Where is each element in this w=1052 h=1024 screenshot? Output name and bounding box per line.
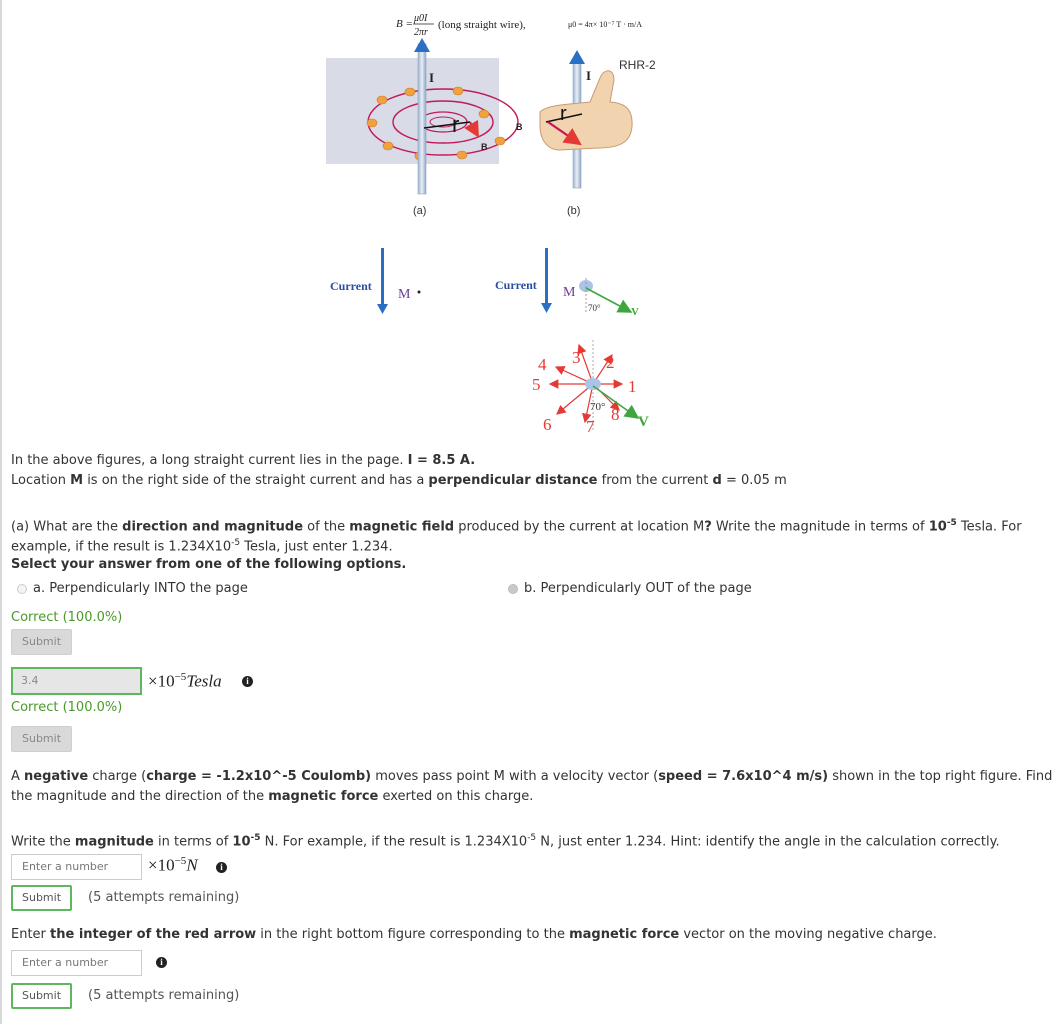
mag-exp2: -5 <box>527 833 537 843</box>
force-1-pre: A <box>11 769 25 784</box>
force-1-bold3: speed = 7.6x10^4 m/s) <box>658 769 829 784</box>
formula-lhs: B = <box>396 18 413 30</box>
arrow-pre: Enter <box>11 927 51 942</box>
current-label-right: Current <box>495 278 537 292</box>
unit-newton <box>148 855 198 876</box>
force-1-end: shown in the top right figure. Find <box>828 769 1052 784</box>
intro-line-2 <box>11 472 787 490</box>
intro-1-current: I = 8.5 A. <box>407 453 476 468</box>
force-1-bold2: charge = -1.2x10^-5 Coulomb) <box>146 769 372 784</box>
attempts-remaining-1: (5 attempts remaining) <box>88 890 240 905</box>
option-a-label: a. Perpendicularly INTO the page <box>33 581 248 596</box>
mag-mid2: N. For example, if the result is 1.234X10 <box>260 834 528 850</box>
question-a-line-2 <box>11 534 393 556</box>
qa-3-instruction: Select your answer from one of the following options. <box>11 557 407 572</box>
arrow-number-3: 3 <box>572 348 581 367</box>
correct-status-2: Correct (100.0%) <box>11 700 123 715</box>
magnitude-input-b[interactable]: 3.4 <box>11 667 142 695</box>
label-current-b: I <box>586 68 592 83</box>
arrow-number-8: 8 <box>611 405 620 424</box>
option-a-radio[interactable] <box>17 581 248 596</box>
intro-2-mid: is on the right side of the straight current and has a <box>83 473 429 488</box>
force-1-bold1: negative <box>24 769 89 784</box>
intro-2-text: Location <box>11 473 71 488</box>
formula-numerator: μ0I <box>414 13 428 24</box>
info-icon-1[interactable]: i <box>242 676 253 687</box>
qa-1-bold2: magnetic field <box>349 519 455 535</box>
label-current-a: I <box>429 70 435 85</box>
unit-tesla <box>148 671 222 692</box>
submit-button-4[interactable]: Submit <box>11 983 72 1009</box>
formula-note: (long straight wire), <box>438 19 526 31</box>
radio-circle-b[interactable] <box>508 584 518 594</box>
mag-mid: in terms of <box>153 834 233 850</box>
label-r-b: r <box>560 103 567 125</box>
mag-pre: Write the <box>11 834 75 850</box>
unit-1-pre: ×10 <box>148 671 175 691</box>
unit-2-exp: −5 <box>174 855 187 867</box>
plane-a <box>326 58 499 164</box>
arrow-number-2: 2 <box>606 353 615 372</box>
current-label-left: Current <box>330 279 372 293</box>
arrow-number-4: 4 <box>538 355 547 374</box>
current-arrow-left <box>377 304 388 314</box>
qa-2-end: Tesla, just enter 1.234. <box>240 539 393 555</box>
label-B-a: B <box>481 142 488 152</box>
intro-2-m: M <box>70 473 84 488</box>
unit-2-word: N <box>186 855 198 875</box>
qa-1-ten: 10 <box>928 519 947 535</box>
mu-note: μ0 = 4π× 10⁻⁷ T · m/A <box>568 20 642 29</box>
correct-status-1: Correct (100.0%) <box>11 610 123 625</box>
angle-label-bottom: 70° <box>590 401 606 413</box>
intro-line-1 <box>11 452 475 470</box>
qa-1-q: ? <box>704 519 712 535</box>
arrow-number-6: 6 <box>543 415 552 434</box>
mag-exp: -5 <box>250 833 261 843</box>
rhr-label: RHR-2 <box>619 58 656 72</box>
physics-figure <box>0 0 1003 440</box>
qa-1-end: Tesla. For <box>956 519 1022 535</box>
force-1-mid2: moves pass point M with a velocity vector ( <box>371 769 659 784</box>
force-line-1 <box>11 768 1052 786</box>
label-r-a: r <box>452 112 460 137</box>
unit-1-exp: −5 <box>174 671 187 683</box>
angle-label-top: 70° <box>588 303 601 313</box>
unit-2-pre: ×10 <box>148 855 175 875</box>
qa-1-mid: of the <box>303 519 350 535</box>
qa-1-bold1: direction and magnitude <box>122 519 304 535</box>
point-m-right: M <box>563 285 576 300</box>
qa-1-mid3: Write the magnitude in terms of <box>711 519 929 535</box>
intro-2-distance: perpendicular distance <box>428 473 598 488</box>
caption-b: (b) <box>567 205 581 217</box>
arrow-bold2: magnetic force <box>569 927 680 942</box>
current-arrow-right <box>541 303 552 313</box>
option-b-radio[interactable] <box>508 581 752 596</box>
arrow-integer-input[interactable]: Enter a number <box>11 950 142 976</box>
mag-bold: magnitude <box>74 834 154 850</box>
question-a-line-1 <box>11 514 1022 536</box>
intro-2-end: = 0.05 m <box>721 473 787 488</box>
point-m-left: M <box>398 287 411 302</box>
caption-a: (a) <box>413 205 427 217</box>
radio-circle-a[interactable] <box>17 584 27 594</box>
unit-1-word: Tesla <box>186 671 222 691</box>
wire-a <box>418 44 426 194</box>
magnitude-instruction <box>11 829 1000 851</box>
velocity-label-top: V <box>631 306 639 318</box>
force-2-bold: magnetic force <box>268 789 379 804</box>
arrow-instruction <box>11 926 937 944</box>
qa-2-pre: example, if the result is 1.234X10 <box>11 539 232 555</box>
qa-2-exp: -5 <box>231 538 241 548</box>
info-icon-3[interactable]: i <box>156 957 167 968</box>
label-B-b: B <box>516 122 523 132</box>
formula-denominator: 2πr <box>414 27 428 38</box>
force-2-pre: the magnitude and the direction of the <box>11 789 269 804</box>
arrow-number-1: 1 <box>628 377 637 396</box>
qa-1-exp: -5 <box>946 518 957 528</box>
velocity-label-bottom: V <box>638 414 649 430</box>
force-1-mid: charge ( <box>88 769 147 784</box>
arrow-number-7: 7 <box>586 417 595 436</box>
arrow-end: vector on the moving negative charge. <box>679 927 937 942</box>
qa-1-pre: (a) What are the <box>11 519 123 535</box>
force-magnitude-input[interactable]: Enter a number <box>11 854 142 880</box>
info-icon-2[interactable]: i <box>216 862 227 873</box>
arrow-mid: in the right bottom figure corresponding to the <box>256 927 570 942</box>
mag-end: N, just enter 1.234. Hint: identify the angle in the calculation correctly. <box>536 834 1000 850</box>
intro-2-d: d <box>712 473 722 488</box>
question-a-line-3 <box>11 556 406 574</box>
mag-ten: 10 <box>232 834 251 850</box>
force-line-2 <box>11 788 533 806</box>
intro-2-mid2: from the current <box>597 473 713 488</box>
intro-1-text: In the above figures, a long straight current lies in the page. <box>11 453 408 468</box>
force-2-end: exerted on this charge. <box>378 789 534 804</box>
option-b-label: b. Perpendicularly OUT of the page <box>524 581 752 596</box>
qa-1-mid2: produced by the current at location M <box>454 519 705 535</box>
submit-button-2[interactable]: Submit <box>11 726 72 752</box>
arrow-bold1: the integer of the red arrow <box>50 927 257 942</box>
attempts-remaining-2: (5 attempts remaining) <box>88 988 240 1003</box>
arrow-number-5: 5 <box>532 375 541 394</box>
submit-button-3[interactable]: Submit <box>11 885 72 911</box>
submit-button-1[interactable]: Submit <box>11 629 72 655</box>
